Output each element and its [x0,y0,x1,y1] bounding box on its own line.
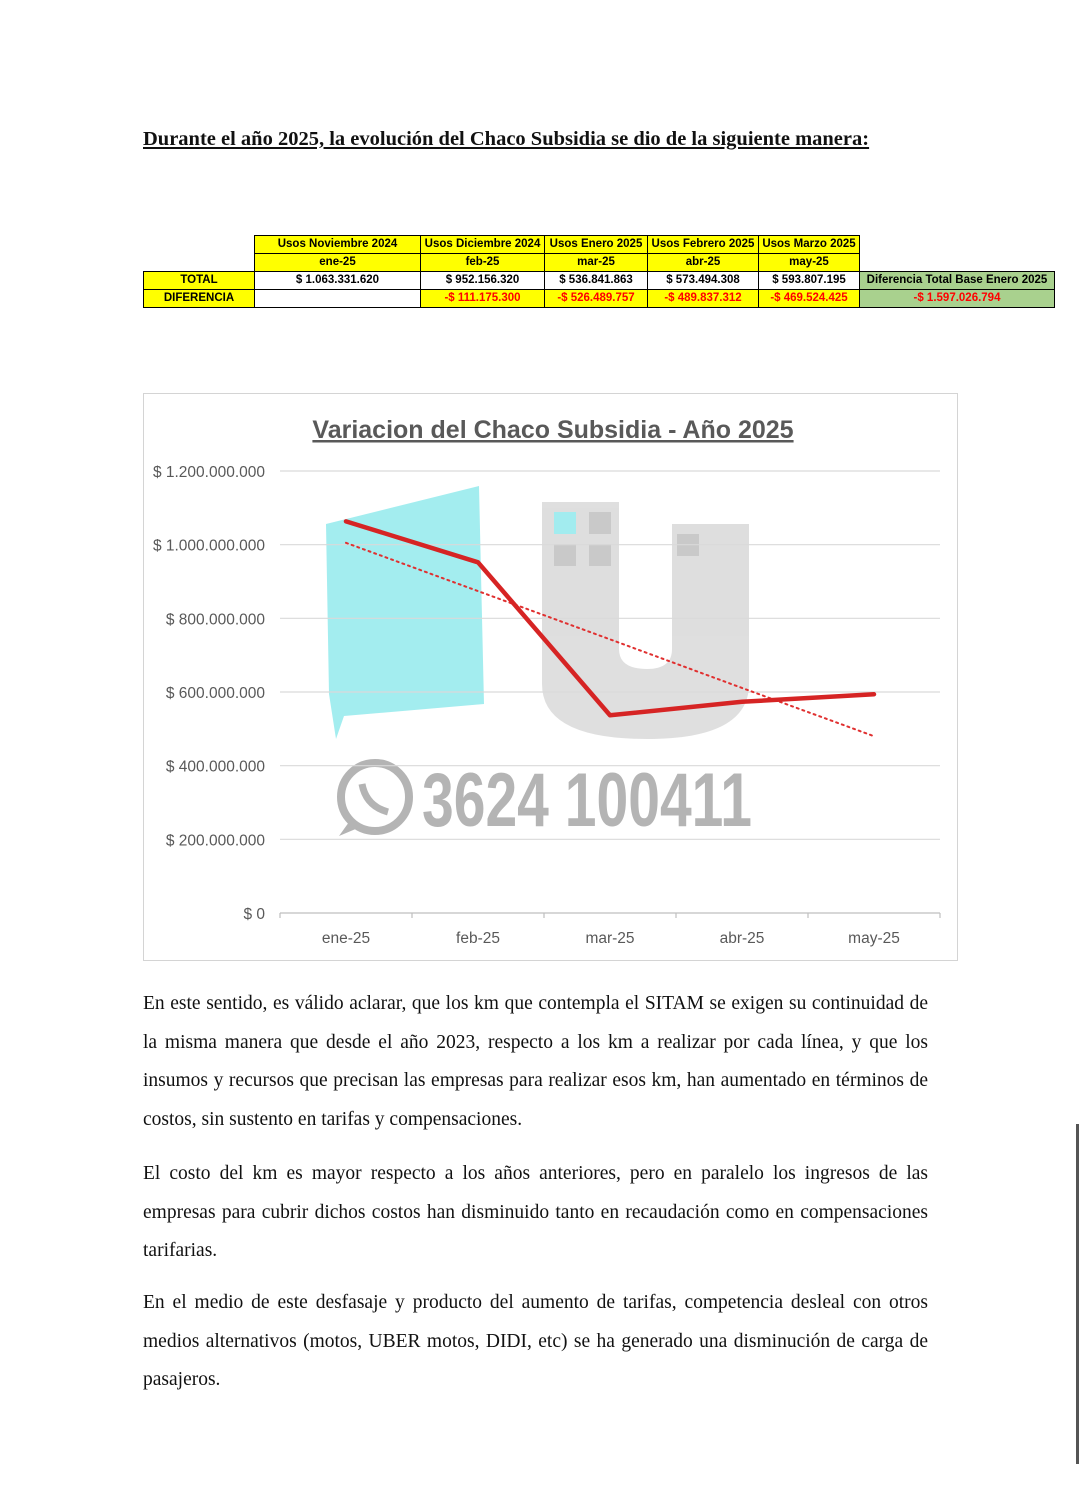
x-axis-labels [322,930,900,947]
y-axis-labels [153,464,265,923]
total-value-cell: $ 952.156.320 [421,272,545,290]
y-tick-label: $ 400.000.000 [165,758,265,776]
diff-value-cell: -$ 111.175.300 [421,290,545,308]
page-edge-bar [1076,1124,1079,1464]
table-row-total [144,272,1055,290]
line-chart [144,394,958,961]
chart-container [143,393,958,961]
diff-label-cell: DIFERENCIA [144,290,255,308]
y-tick-label: $ 800.000.000 [165,611,265,629]
empty-cell [860,254,1055,272]
watermark-phone-number: 3624 100411 [422,758,752,843]
paragraph: En este sentido, es válido aclarar, que los km que contempla el SITAM se exigen su continuidad de la misma manera que desde el año 2023, respecto a los km a realizar por cada línea, y que los insumos y recursos que precisan las empresas para realizar esos km, han aumentado en términos de costos, sin sustento en tarifas y compensaciones. [143,993,928,1130]
empty-cell [255,290,421,308]
x-tick-label: ene-25 [321,930,371,947]
watermark-phone [339,758,752,843]
diff-value-cell: -$ 489.837.312 [648,290,759,308]
empty-cell [144,254,255,272]
header-usos-cell: Usos Noviembre 2024 [255,236,421,254]
table-row-months [144,254,1055,272]
x-tick-label: mar-25 [585,930,635,947]
x-tick-label: feb-25 [456,930,500,947]
diff-total-cell: -$ 1.597.026.794 [860,290,1055,308]
header-month-cell: ene-25 [255,254,421,272]
table-row-diferencia [144,290,1055,308]
total-value-cell: $ 536.841.863 [545,272,648,290]
page-heading: Durante el año 2025, la evolución del Chaco Subsidia se dio de la siguiente manera: [143,128,870,150]
header-usos-cell: Usos Marzo 2025 [759,236,860,254]
y-tick-label: $ 600.000.000 [165,685,265,702]
watermark-square [554,512,576,534]
table-row-usos [144,236,1055,254]
header-month-cell: feb-25 [421,254,545,272]
chart-title: Variacion del Chaco Subsidia - Año 2025 [312,416,794,444]
header-usos-cell: Usos Diciembre 2024 [421,236,545,254]
subsidy-table [143,235,1055,308]
y-tick-label: $ 0 [243,906,265,923]
paragraph: El costo del km es mayor respecto a los años anteriores, pero en paralelo los ingresos de las empresas para cubrir dichos costos han disminuido tanto en recaudación como en compensaciones tarifarias. [143,1163,928,1262]
diff-value-cell: -$ 526.489.757 [545,290,648,308]
x-tick-label: abr-25 [719,930,765,947]
total-value-cell: $ 1.063.331.620 [255,272,421,290]
total-label-cell: TOTAL [144,272,255,290]
header-usos-cell: Usos Febrero 2025 [648,236,759,254]
whatsapp-icon [341,763,409,831]
total-value-cell: $ 573.494.308 [648,272,759,290]
y-tick-label: $ 1.200.000.000 [152,464,265,481]
header-month-cell: mar-25 [545,254,648,272]
header-usos-cell: Usos Enero 2025 [545,236,648,254]
y-tick-label: $ 200.000.000 [165,832,265,850]
total-note-cell: Diferencia Total Base Enero 2025 [860,272,1055,290]
empty-cell [860,236,1055,254]
x-tick-label: may-25 [848,930,900,947]
total-value-cell: $ 593.807.195 [759,272,860,290]
y-tick-label: $ 1.000.000.000 [152,537,265,555]
watermark-square [554,544,576,566]
empty-cell [144,236,255,254]
watermark-square [589,512,611,534]
watermark-square [589,544,611,566]
header-month-cell: may-25 [759,254,860,272]
header-month-cell: abr-25 [648,254,759,272]
paragraph: En el medio de este desfasaje y producto del aumento de tarifas, competencia desleal con otros medios alternativos (motos, UBER motos, DIDI, etc) se ha generado una disminución de carga de pasajeros. [143,1292,928,1391]
diff-value-cell: -$ 469.524.425 [759,290,860,308]
